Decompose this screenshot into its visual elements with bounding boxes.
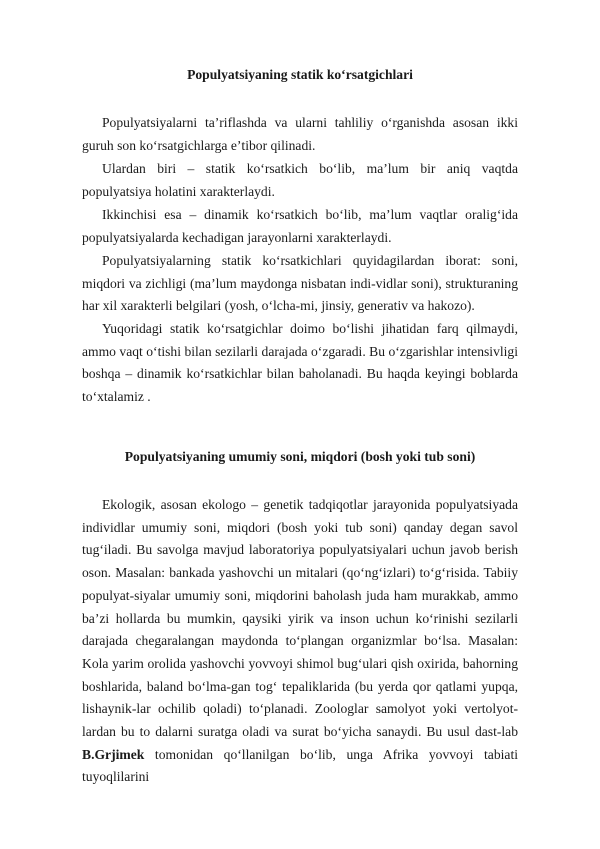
paragraph-ecology-tail: tomonidan qoʻllanilgan boʻlib, unga Afrika yovvoyi tabiati tuyoqlilarini	[82, 746, 518, 785]
paragraph-changes: Yuqoridagi statik koʻrsatgichlar doimo boʻlishi jihatidan farq qilmaydi, ammo vaqt oʻtishi bilan sezilarli darajada oʻzgaradi. Bu oʻzgarishlar intensivligi boshqa – dinamik koʻrsatkichlar bilan baholanadi. Bu haqda keyingi boblarda toʻxtalamiz .	[82, 321, 518, 405]
paragraph-static: Ulardan biri – statik koʻrsatkich boʻlib, maʼlum bir aniq vaqtda populyatsiya holatini xarakterlaydi.	[82, 161, 518, 199]
paragraph-ecology	[82, 494, 518, 789]
paragraph-dynamic: Ikkinchisi esa – dinamik koʻrsatkich boʻlib, maʼlum vaqtlar oraligʻida populyatsiyalarda kechadigan jarayonlarni xarakterlaydi.	[82, 207, 518, 245]
paragraph-intro: Populyatsiyalarni taʼriflashda va ularni tahliliy oʻrganishda asosan ikki guruh son koʻrsatgichlarga eʼtibor qilinadi.	[82, 115, 518, 153]
paragraph-ecology-text: Ekologik, asosan ekologo – genetik tadqiqotlar jarayonida populyatsiyada individlar umumiy soni, miqdori (bosh yoki tub soni) qanday degan savol tugʻiladi. Bu savolga mavjud laboratoriya populyatsiyalari uchun javob berish oson. Masalan: bankada yashovchi un mitalari (qoʻngʻizlari) toʻgʻrisida. Tabiiy populyat-siyalar umumiy soni, miqdorini baholash juda ham murakkab, ammo baʼzi hollarda bu mumkin, qaysiki yirik va inson uchun koʻrinishi sezilarli darajada chegaralangan maydonda toʻplangan organizmlar boʻlsa. Masalan: Kola yarim orolida yashovchi yovvoyi shimol bugʻulari qish oxirida, bahorning boshlarida, baland boʻlma-gan togʻ tepaliklarida (bu yerda qor qatlami yupqa, lishaynik-lar ochilib qoladi) toʻplanadi. Zoologlar samolyot yoki vertolyot-lardan bu to dalarni suratga oladi va surat boʻyicha sanaydi. Bu usul dast-lab	[82, 497, 518, 740]
paragraph-static-list: Populyatsiyalarning statik koʻrsatkichlari quyidagilardan iborat: soni, miqdori va zichligi (maʼlum maydonga nisbatan indi-vidlar soni), strukturaning har xil xarakterli belgilari (yosh, oʻlcha-mi, jinsiy, generativ va hakozo).	[82, 253, 518, 314]
section-heading-static-indicators: Populyatsiyaning statik koʻrsatgichlari	[187, 67, 413, 82]
section-heading-total-number: Populyatsiyaning umumiy soni, miqdori (bosh yoki tub soni)	[124, 449, 476, 464]
author-name: B.Grjimek	[82, 746, 145, 762]
